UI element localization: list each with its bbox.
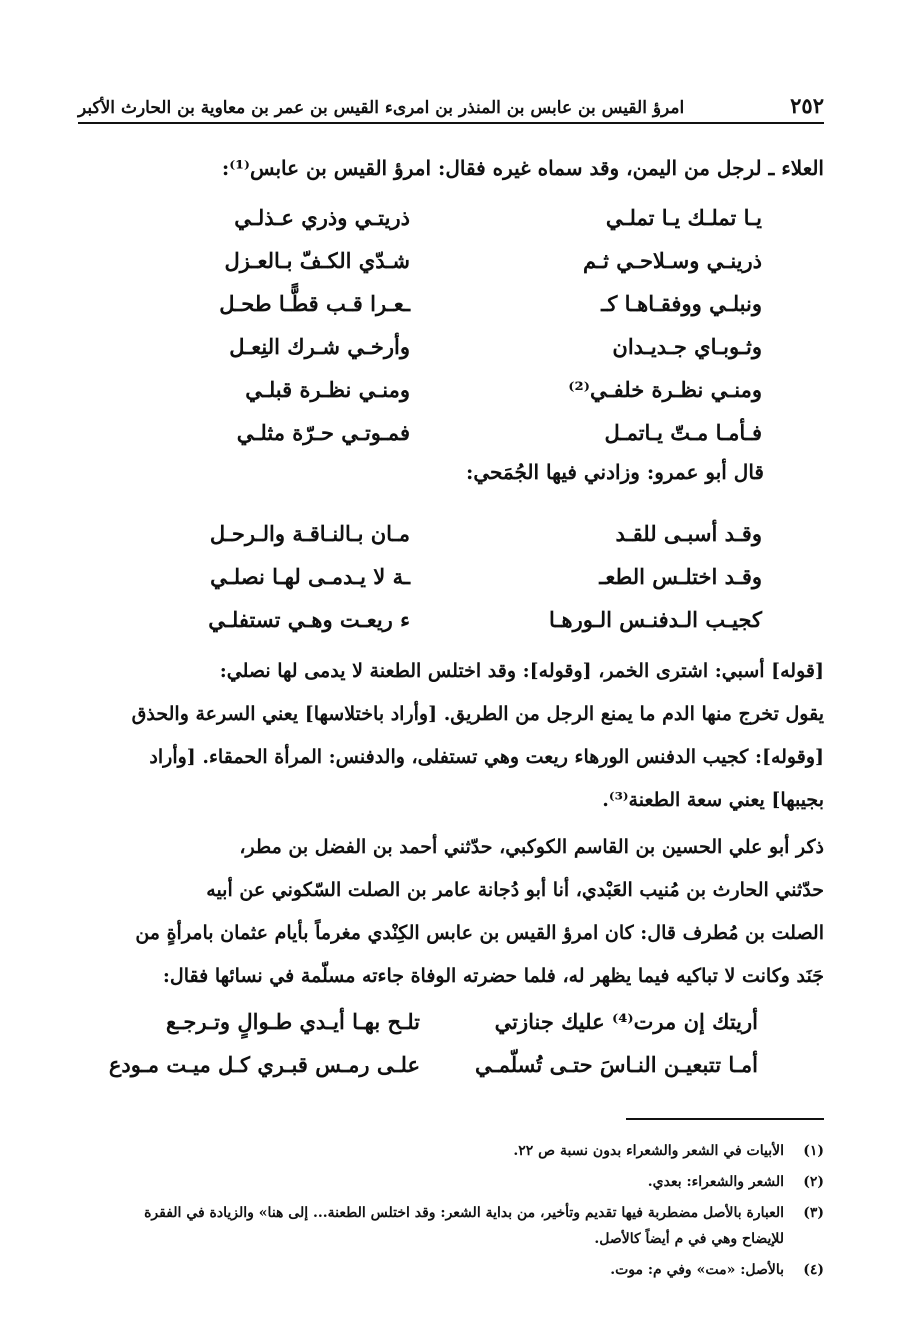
first-hemistich: ذرينـي وسـلاحـي ثـم [583,248,762,273]
second-hemistich: فمـوتـي حـرّة مثلـي [236,420,410,445]
page-header [78,78,824,124]
poem-block-1 [140,196,762,454]
page-number: ٢٥٢ [790,93,824,118]
commentary-paragraph [104,650,824,822]
footnote-text: بالأصل: «مت» وفي م: موت. [610,1262,784,1278]
first-hemistich: وقـد اختلـس الطعـ [599,564,762,589]
first-hemistich: ونبلـي ووفقـاهـا كـ [601,291,762,316]
footnote-number: (٤) [803,1262,824,1278]
second-hemistich: ومنـي نظـرة قبلـي [245,377,410,402]
second-hemistich: تلـح بهـا أيـدي طـوالٍ وتـرجـع [166,1009,420,1034]
second-hemistich: ء ريعـت وهـي تستفلـي [208,607,410,632]
paragraph-line: جَنَد وكانت لا تباكيه فيما يظهر له، فلما حضرته الوفاة جاءته مسلّمة في نسائها فقال: [162,965,824,987]
poem-block-2 [140,512,762,641]
footnote [100,1200,824,1252]
first-hemistich: أمـا تتبعيـن النـاسَ حتـى تُسلّمـي [474,1052,758,1077]
paragraph-line: بجيبها] يعني سعة الطعنة⁽³⁾. [602,789,824,811]
footnote [100,1169,824,1195]
first-hemistich: ومنـي نظـرة خلفـي⁽²⁾ [568,377,762,402]
first-hemistich: وثـوبـاي جـديـدان [612,334,762,359]
second-hemistich: علـى رمـس قبـري كـل ميـت مـودع [108,1052,420,1077]
footnote-number: (٣) [803,1205,824,1221]
intro-line: العلاء ـ لرجل من اليمن، وقد سماه غيره فقال: امرؤ القيس بن عابس⁽¹⁾: [221,156,824,180]
verse [120,1000,758,1043]
verse [140,239,762,282]
footnote [100,1138,824,1164]
footnote-text: العبارة بالأصل مضطربة فيها تقديم وتأخير، من بداية الشعر: وقد اختلس الطعنة... إلى هنا» والزيادة في الفقرة للإيضاح وهي في م أيضاً كالأصل. [144,1205,784,1247]
verse [140,598,762,641]
footnote-text: الأبيات في الشعر والشعراء بدون نسبة ص ٢٢. [513,1143,784,1159]
sub-heading: قال أبو عمرو: وزادني فيها الجُمَحي: [465,460,764,484]
second-hemistich: ذريتـي وذري عـذلـي [234,205,410,230]
second-hemistich: مـان بـالنـاقـة والـرحـل [209,521,410,546]
first-hemistich: كجيـب الـدفنـس الـورهـا [549,607,762,632]
second-hemistich: شـدّي الكـفّ بـالعـزل [224,248,410,273]
verse [140,555,762,598]
footnote-number: (١) [803,1143,824,1159]
second-hemistich: ـة لا يـدمـى لهـا نصلـي [210,564,410,589]
verse [140,325,762,368]
first-hemistich: وقـد أسبـى للقـد [615,521,762,546]
footnote-divider [626,1118,824,1120]
footnote [100,1257,824,1283]
paragraph-line: حدّثني الحارث بن مُنيب العَبْدي، أنا أبو دُجانة عامر بن الصلت السّكوني عن أبيه [206,879,824,901]
footnote-number: (٢) [803,1174,824,1190]
second-hemistich: ـعـرا قـب قطًّـا طحـل [219,291,410,316]
narration-paragraph [104,826,824,998]
paragraph-line: الصلت بن مُطرف قال: كان امرؤ القيس بن عابس الكِنْدي مغرماً بأيام عثمان بامرأةٍ من [135,922,824,944]
second-hemistich: وأرخـي شـرك النِعـل [229,334,410,359]
paragraph-line: [قوله] أسبي: اشترى الخمر، [وقوله]: وقد اختلس الطعنة لا يدمى لها نصلي: [219,660,824,682]
verse [140,411,762,454]
verse [108,1043,758,1086]
verse [140,196,762,239]
paragraph-line: [وقوله]: كجيب الدفنس الورهاء ريعت وهي تستفلى، والدفنس: المرأة الحمقاء. [وأراد [149,746,824,768]
running-title: امرؤ القيس بن عابس بن المنذر بن امرىء القيس بن عمر بن معاوية بن الحارث الأكبر [78,98,685,118]
paragraph-line: يقول تخرج منها الدم ما يمنع الرجل من الطريق. [وأراد باختلاسها] يعني السرعة والحذق [131,703,824,725]
first-hemistich: فـأمـا مـتّ يـاتمـل [604,420,762,445]
footnotes [100,1138,824,1288]
paragraph-line: ذكر أبو علي الحسين بن القاسم الكوكبي، حدّثني أحمد بن الفضل بن مطر، [239,836,824,858]
verse [140,512,762,555]
first-hemistich: أريتك إن مرت⁽⁴⁾ عليك جنازتي [494,1009,758,1034]
verse [140,368,762,411]
poem-block-3 [108,1000,758,1086]
footnote-text: الشعر والشعراء: بعدي. [647,1174,784,1190]
verse [140,282,762,325]
first-hemistich: يـا تملـك يـا تملـي [605,205,762,230]
